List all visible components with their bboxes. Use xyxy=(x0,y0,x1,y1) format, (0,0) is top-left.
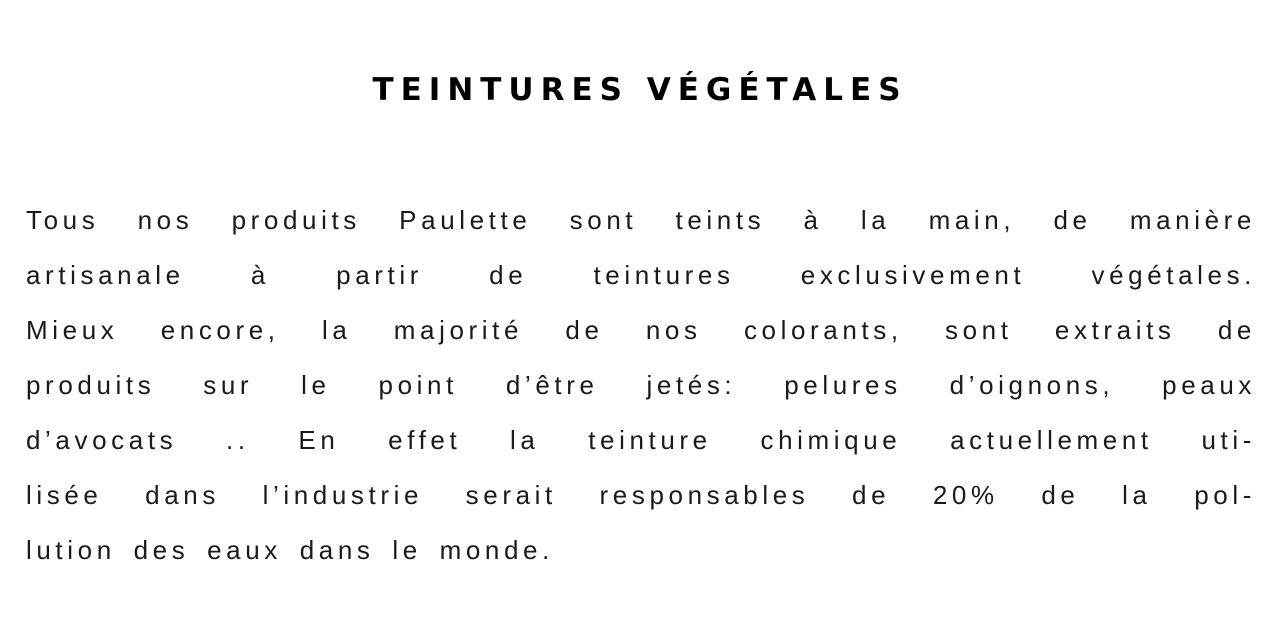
paragraph-line: produits sur le point d’être jetés: pelures d’oignons, peaux xyxy=(26,370,1256,400)
paragraph-line: Mieux encore, la majorité de nos colorants, sont extraits de xyxy=(26,315,1256,345)
paragraph-line: artisanale à partir de teintures exclusivement végétales. xyxy=(26,260,1256,290)
paragraph-line: lution des eaux dans le monde. xyxy=(26,535,554,565)
description-paragraph xyxy=(26,200,1256,585)
paragraph-line: d’avocats .. En effet la teinture chimique actuellement uti- xyxy=(26,425,1256,455)
paragraph-line: Tous nos produits Paulette sont teints à la main, de manière xyxy=(26,205,1256,235)
paragraph-line: lisée dans l’industrie serait responsables de 20% de la pol- xyxy=(26,480,1256,510)
section-title: TEINTURES VÉGÉTALES xyxy=(372,72,908,108)
